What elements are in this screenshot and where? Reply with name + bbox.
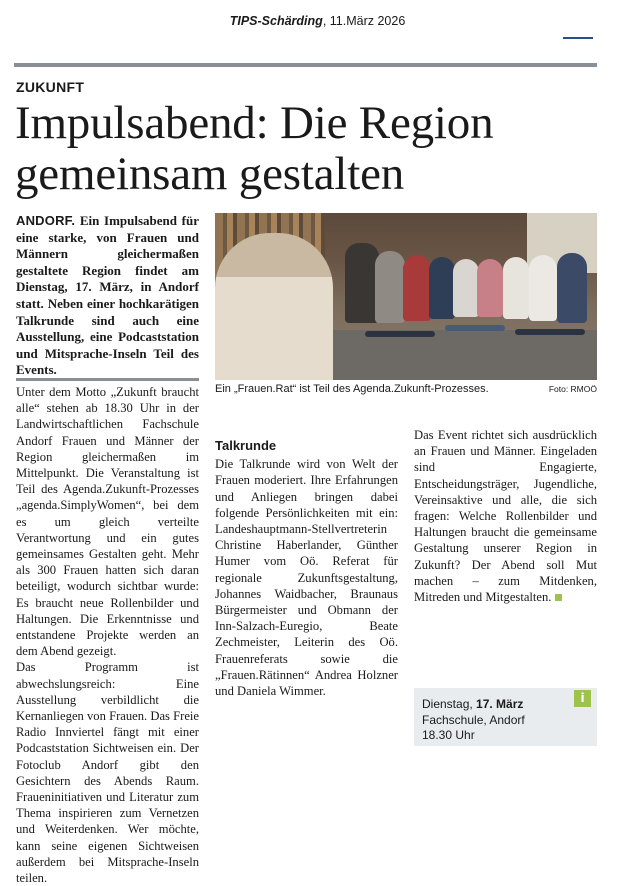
event-place: Fachschule, Andorf — [422, 712, 525, 727]
article-photo — [215, 213, 597, 380]
event-weekday: Dienstag, — [422, 697, 477, 711]
photo-person — [503, 257, 529, 319]
body-paragraph-closing — [414, 427, 597, 605]
article-column-2 — [215, 427, 398, 699]
photo-person — [375, 251, 405, 323]
lead-dateline: ANDORF. — [16, 213, 76, 228]
info-icon: i — [574, 690, 591, 707]
section-kicker: ZUKUNFT — [16, 79, 85, 95]
event-date: 17. März — [476, 697, 524, 711]
body-paragraph-text: Das Event richtet sich ausdrücklich an Frauen und Männer. Eingeladen sind Engagierte, Entscheidungsträger, Jugendliche, Vereinsaktive und alle, die sich fragen: Welche Rollenbilder und Haltungen braucht die gemeinsame Gestaltung unserer Region in Zukunft? Der Abend soll Mut machen – zum Mitdenken, Mitreden und Mitgestalten. — [414, 428, 597, 605]
lead-rule — [16, 378, 199, 381]
event-time: 18.30 Uhr — [422, 728, 475, 743]
article-lead — [16, 213, 199, 379]
event-date-line — [422, 697, 525, 713]
publication-name: TIPS-Schärding — [229, 14, 323, 28]
photo-legs — [365, 331, 435, 337]
masthead — [0, 14, 635, 28]
photo-foreground-person — [215, 233, 333, 380]
body-paragraph: Die Talkrunde wird von Welt der Frauen moderiert. Ihre Erfahrungen und Anliegen bringen dabei folgende Persönlichkeiten mit ein: Landeshauptmann-Stellvertreterin Christine Haberlander, Günther Humer vom Oö. Referat für regionale Zukunftsgestaltung, Johannes Waidbacher, Braunaus Bürgermeister und Obmann der Inn-Salzach-Euregio, Beate Zechmeister, Leiterin des Oö. Frauenreferats sowie die „Frauen.Rätinnen“ Andrea Holzner und Daniela Wimmer. — [215, 457, 398, 699]
event-details — [422, 697, 525, 744]
photo-caption-text: Ein „Frauen.Rat“ ist Teil des Agenda.Zukunft-Prozesses. — [215, 383, 489, 395]
body-paragraph: Das Programm ist abwechslungsreich: Eine Ausstellung verbildlicht die Kernanliegen von Frauen. Das Freie Radio Innviertel fängt mit einer Podcaststation Sichtweisen ein. Der Fotoclub Andorf gibt den Gesichtern des Abends Raum. Fraueninitiativen und Literatur zum Thema inspirieren zum Vernetzen und Weiterdenken. Wer möchte, kann seine eigenen Sichtweisen außerdem bei Mitsprache-Inseln teilen. — [16, 660, 199, 886]
photo-legs — [515, 329, 585, 335]
photo-person — [529, 255, 557, 321]
article-headline: Impulsabend: Die Region gemeinsam gestalten — [15, 97, 494, 200]
photo-credit: Foto: RMOÖ — [548, 384, 597, 394]
photo-person — [557, 253, 587, 323]
photo-legs — [445, 325, 505, 331]
photo-caption — [215, 383, 597, 395]
issue-date: , 11.März 2026 — [322, 14, 406, 28]
article-column-3 — [414, 427, 597, 605]
body-paragraph: Unter dem Motto „Zukunft braucht alle“ stehen ab 18.30 Uhr in der Landwirtschaftlichen Fachschule Andorf Frauen und Männer der Region gleichermaßen im Mittelpunkt. Die Veranstaltung ist Teil des Agenda.Zukunft-Prozesses „agenda.SimplyWomen“, bei dem es um gleich verteilte Verantwortung und ein gutes gemeinsames Gestalten geht. Mehr als 300 Frauen hatten sich daran beteiligt, wodurch sichtbar wurde: Es braucht neue Rollenbilder und Haltungen. Die Erkenntnisse und entstandene Projekte werden an dem Abend gezeigt. — [16, 385, 199, 659]
photo-person — [345, 243, 379, 323]
photo-person — [429, 257, 455, 319]
event-info-box — [414, 688, 597, 746]
subhead-talkrunde: Talkrunde — [215, 438, 277, 453]
end-of-article-icon — [555, 594, 562, 601]
article-column-1 — [16, 384, 199, 886]
photo-person — [403, 255, 431, 321]
masthead-accent-line — [563, 37, 593, 39]
photo-person — [477, 259, 503, 317]
lead-text: Ein Impulsabend für eine starke, von Frauen und Männern gleichermaßen gestaltete Region findet am Dienstag, 17. März, in Andorf statt. Neben einer hochkarätigen Talkrunde sind auch eine Ausstellung, eine Podcaststation und Mitsprache-Inseln Teil des Events. — [16, 213, 199, 378]
top-rule — [14, 63, 597, 67]
photo-person — [453, 259, 479, 317]
